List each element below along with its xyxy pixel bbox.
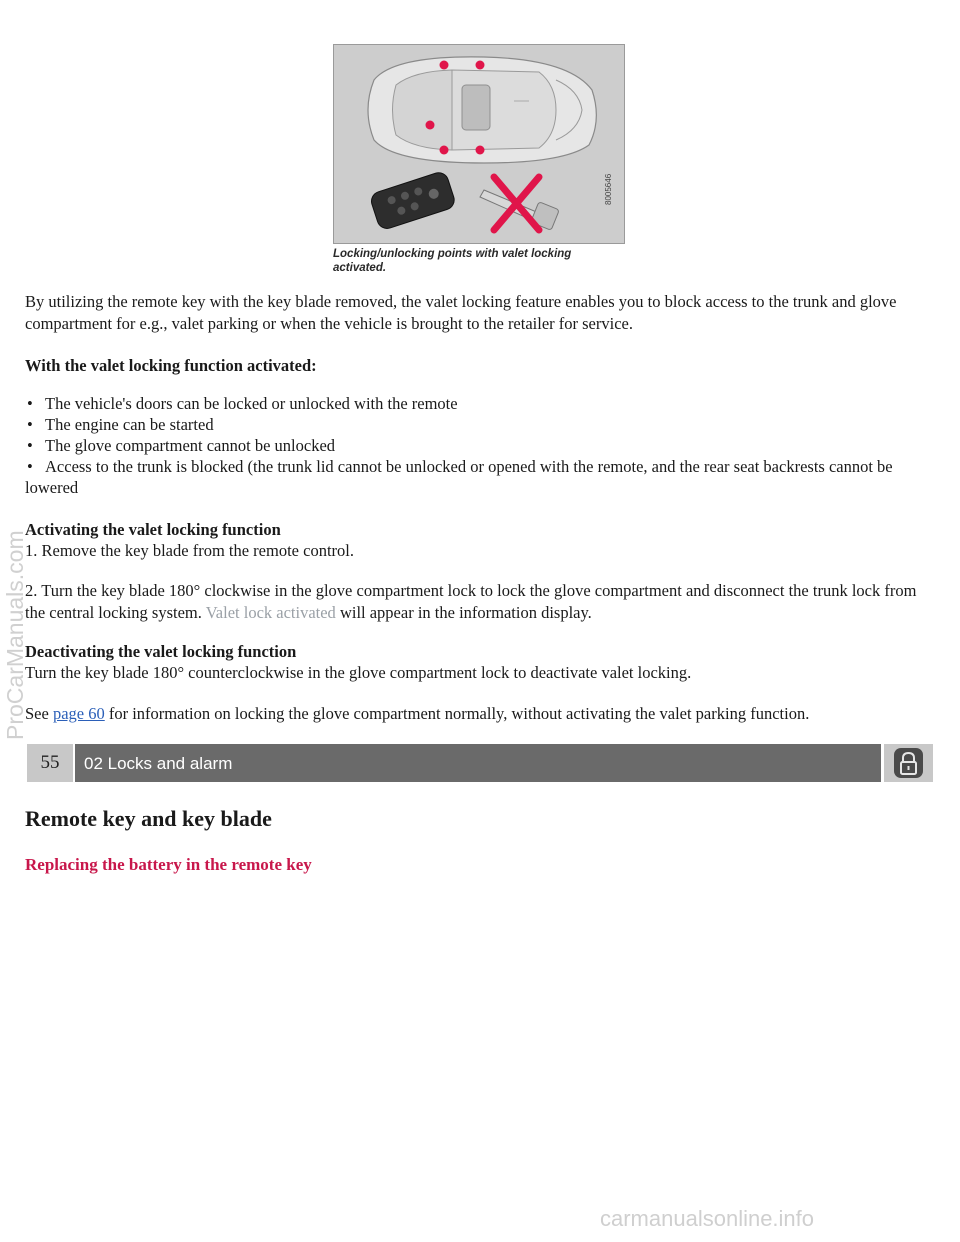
intro-paragraph: By utilizing the remote key with the key blade removed, the valet locking feature enables you to block access to the trunk and glove compartment for e.g., valet parking or when the vehicle is brought to the retailer for service. [25, 292, 897, 333]
section-heading: Remote key and key blade [25, 806, 272, 831]
valet-locking-figure [333, 44, 625, 276]
see-also-paragraph [25, 703, 935, 725]
activated-heading: With the valet locking function activated: [25, 356, 317, 375]
page-number: 55 [27, 744, 73, 782]
see-also-suffix: for information on locking the glove compartment normally, without activating the valet parking function. [108, 704, 810, 723]
display-message: Valet lock activated [205, 603, 336, 622]
figure-caption: Locking/unlocking points with valet locking activated. [333, 248, 572, 274]
activating-heading: Activating the valet locking function [25, 520, 281, 539]
step-2-text-end: will appear in the information display. [339, 603, 592, 622]
see-also-prefix: See [25, 704, 49, 723]
section-header-bar [27, 744, 933, 782]
activating-step-1: 1. Remove the key blade from the remote control. [25, 541, 354, 560]
bullet-item: • The engine can be started [25, 414, 935, 435]
figure-illustration [333, 44, 625, 244]
padlock-icon [884, 744, 933, 782]
chapter-title: 02 Locks and alarm [75, 744, 881, 782]
deactivating-text: Turn the key blade 180° counterclockwise in the glove compartment lock to deactivate valet locking. [25, 663, 692, 682]
remote-key [369, 170, 457, 231]
bullet-item: • Access to the trunk is blocked (the trunk lid cannot be unlocked or opened with the remote, and the rear seat backrests cannot be lowered [25, 456, 935, 498]
activated-bullet-list [25, 393, 935, 498]
section-subheading: Replacing the battery in the remote key [25, 855, 312, 874]
bullet-item: • The vehicle's doors can be locked or unlocked with the remote [25, 393, 935, 414]
activating-step-2 [25, 580, 935, 624]
bottom-watermark: carmanualsonline.info [600, 1206, 815, 1231]
car-and-key-illustration [334, 45, 624, 243]
deactivating-heading: Deactivating the valet locking function [25, 642, 297, 661]
bullet-item: • The glove compartment cannot be unlocked [25, 435, 935, 456]
side-watermark: ProCarManuals.com [2, 530, 28, 740]
figure-code: 8005646 [604, 173, 613, 205]
step-2-text: 2. Turn the key blade 180° clockwise in the glove compartment lock to lock the glove compartment and disconnect the trunk lock from the central locking system. [25, 581, 917, 622]
page-link[interactable]: page 60 [52, 704, 105, 723]
